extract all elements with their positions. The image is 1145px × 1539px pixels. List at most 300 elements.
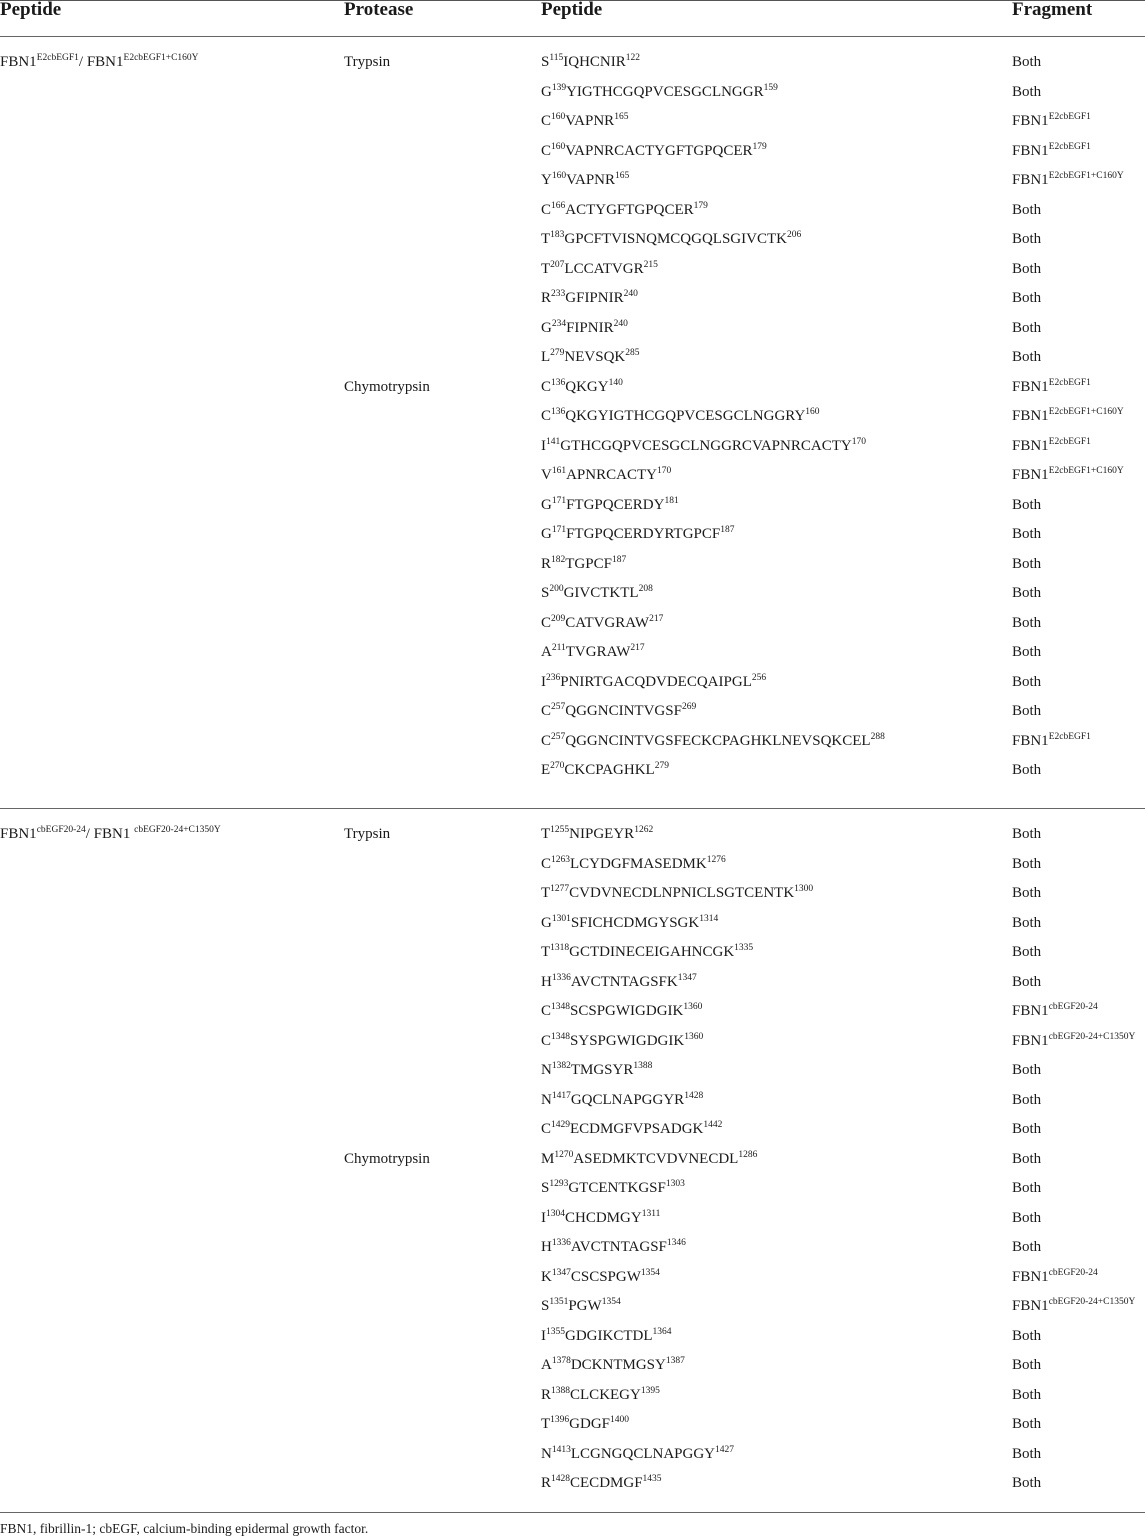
- text-segment: PNIRTGACQDVDECQAIPGL: [560, 673, 752, 690]
- superscript: E2cbEGF1: [1048, 436, 1091, 447]
- text-segment: FBN1: [1012, 408, 1049, 424]
- superscript: 1347: [551, 1267, 571, 1278]
- peptide-sequence: [541, 172, 629, 189]
- text-segment: R: [541, 555, 552, 572]
- superscript: cbEGF20-24+C1350Y: [1048, 1031, 1136, 1042]
- superscript: 171: [551, 495, 567, 506]
- text-segment: Both: [1012, 585, 1042, 601]
- table-row: [0, 113, 1145, 143]
- text-segment: IQHCNIR: [563, 54, 626, 70]
- superscript: 208: [638, 584, 653, 594]
- text-segment: Both: [1012, 944, 1042, 960]
- fragment-value: [1012, 1033, 1135, 1050]
- table-row: [0, 290, 1145, 320]
- table-row: [0, 408, 1145, 438]
- superscript: 256: [751, 672, 767, 683]
- text-segment: Both: [1012, 231, 1042, 247]
- superscript: 1311: [641, 1208, 661, 1219]
- text-segment: GQCLNAPGGYR: [570, 1091, 685, 1108]
- superscript: 279: [654, 761, 669, 771]
- text-segment: FBN1: [1012, 1003, 1049, 1019]
- superscript: 270: [550, 761, 565, 771]
- fragment-value: [1012, 497, 1041, 514]
- table-row: [0, 1269, 1145, 1299]
- text-segment: Both: [1012, 826, 1042, 842]
- table-row: [0, 1151, 1145, 1181]
- text-segment: GCTDINECEIGAHNCGK: [569, 944, 735, 960]
- superscript: 136: [551, 407, 566, 417]
- superscript: 209: [551, 613, 566, 624]
- text-segment: I: [541, 1209, 546, 1226]
- text-segment: S: [541, 1180, 550, 1196]
- superscript: 182: [551, 554, 566, 565]
- superscript: 170: [851, 436, 866, 447]
- superscript: 211: [551, 643, 566, 653]
- table-row: [0, 172, 1145, 202]
- superscript: 1428: [684, 1090, 704, 1101]
- text-segment: Both: [1012, 1445, 1042, 1462]
- text-segment: Both: [1012, 855, 1042, 872]
- text-segment: GPCFTVISNQMCQGQLSGIVCTK: [564, 231, 787, 247]
- superscript: 161: [551, 466, 567, 476]
- table-row: [0, 261, 1145, 291]
- fragment-value: [1012, 703, 1041, 720]
- superscript: 1360: [684, 1031, 704, 1042]
- peptide-sequence: [541, 113, 628, 130]
- superscript: 160: [551, 112, 566, 122]
- peptide-sequence: [541, 1357, 685, 1374]
- peptide-sequence: [541, 1151, 757, 1168]
- superscript: cbEGF20-24+C1350Y: [134, 825, 221, 835]
- superscript: 1336: [551, 972, 571, 983]
- superscript: 1388: [551, 1385, 571, 1396]
- fragment-value: [1012, 826, 1041, 843]
- text-segment: N: [541, 1062, 552, 1078]
- table-row: [0, 1475, 1145, 1505]
- text-segment: Both: [1012, 290, 1042, 306]
- fragment-value: [1012, 915, 1041, 932]
- superscript: 1314: [699, 913, 719, 924]
- text-segment: QKGY: [565, 378, 609, 395]
- peptide-sequence: [541, 1003, 702, 1020]
- superscript: 1347: [677, 972, 697, 983]
- superscript: 1354: [601, 1297, 621, 1307]
- table-row: [0, 467, 1145, 497]
- table-row: [0, 733, 1145, 763]
- superscript: 1286: [738, 1149, 758, 1160]
- superscript: 233: [551, 289, 566, 299]
- superscript: 1417: [551, 1090, 571, 1101]
- peptide-sequence: [541, 1062, 652, 1079]
- fragment-value: [1012, 320, 1041, 337]
- text-segment: Both: [1012, 54, 1042, 70]
- fragment-value: [1012, 202, 1041, 219]
- superscript: 136: [551, 377, 566, 388]
- fragment-value: [1012, 856, 1041, 873]
- superscript: 181: [664, 495, 679, 506]
- fragment-value: [1012, 644, 1041, 661]
- text-segment: LCGNGQCLNAPGGY: [570, 1445, 716, 1462]
- table-row: [0, 1210, 1145, 1240]
- superscript: 200: [549, 584, 564, 594]
- peptide-sequence: [541, 1121, 722, 1138]
- text-segment: FBN1: [1012, 467, 1049, 483]
- text-segment: T: [541, 944, 551, 960]
- superscript: 1301: [551, 913, 571, 924]
- superscript: 1293: [549, 1179, 569, 1189]
- text-segment: N: [541, 1445, 552, 1462]
- superscript: 1387: [665, 1356, 685, 1366]
- fragment-value: [1012, 349, 1041, 366]
- text-segment: Both: [1012, 885, 1042, 901]
- fragment-value: [1012, 556, 1041, 573]
- superscript: 1442: [703, 1120, 723, 1130]
- table-row: [0, 202, 1145, 232]
- superscript: 206: [786, 230, 802, 240]
- text-segment: C: [541, 378, 552, 395]
- superscript: 240: [623, 289, 638, 299]
- text-segment: GFIPNIR: [565, 290, 624, 306]
- peptide-sequence: [541, 1210, 660, 1227]
- text-segment: G: [541, 914, 552, 931]
- fragment-value: [1012, 261, 1041, 278]
- peptide-sequence: [541, 320, 628, 337]
- text-segment: C: [541, 201, 552, 218]
- text-segment: C: [541, 113, 552, 129]
- text-segment: T: [541, 826, 551, 842]
- superscript: 1395: [640, 1385, 660, 1396]
- text-segment: I: [541, 1327, 546, 1344]
- text-segment: NEVSQK: [564, 349, 626, 365]
- table-row: [0, 1298, 1145, 1328]
- table-row: [0, 703, 1145, 733]
- text-segment: ACTYGFTGPQCER: [565, 201, 694, 218]
- text-segment: FBN1: [1012, 113, 1049, 129]
- peptide-sequence: [541, 261, 658, 278]
- superscript: cbEGF20-24: [36, 825, 86, 835]
- peptide-sequence: [541, 467, 671, 484]
- text-segment: S: [541, 54, 550, 70]
- fragment-value: [1012, 1062, 1041, 1079]
- text-segment: C: [541, 614, 552, 631]
- table-row: [0, 526, 1145, 556]
- fragment-value: [1012, 1180, 1041, 1197]
- text-segment: Both: [1012, 555, 1042, 572]
- peptide-sequence: [541, 1033, 703, 1050]
- superscript: 160: [805, 407, 820, 417]
- text-segment: S: [541, 585, 550, 601]
- text-segment: / FBN1: [78, 54, 124, 70]
- table-footnote: FBN1, fibrillin-1; cbEGF, calcium-binding epidermal growth factor.: [0, 1521, 369, 1536]
- superscript: E2cbEGF1: [1048, 731, 1091, 742]
- superscript: 217: [649, 613, 664, 624]
- superscript: 285: [625, 348, 640, 358]
- peptide-sequence: [541, 733, 885, 750]
- superscript: 288: [870, 731, 885, 742]
- superscript: 1400: [610, 1415, 630, 1425]
- fragment-value: [1012, 379, 1091, 396]
- fragment-value: [1012, 113, 1091, 130]
- fragment-value: [1012, 1210, 1041, 1227]
- table-row: [0, 143, 1145, 173]
- superscript: cbEGF20-24: [1048, 1267, 1098, 1278]
- fragment-value: [1012, 231, 1041, 248]
- table-row: [0, 438, 1145, 468]
- text-segment: TVGRAW: [565, 644, 631, 660]
- text-segment: FBN1: [1012, 1032, 1049, 1049]
- table-row: [0, 762, 1145, 792]
- peptide-sequence: [541, 1328, 672, 1345]
- text-segment: Both: [1012, 973, 1042, 990]
- peptide-sequence: [541, 1446, 734, 1463]
- peptide-sequence: [541, 1269, 660, 1286]
- table-row: [0, 1446, 1145, 1476]
- fragment-value: [1012, 1446, 1041, 1463]
- text-segment: CVDVNECDLNPNICLSGTCENTK: [569, 885, 795, 901]
- fragment-value: [1012, 944, 1041, 961]
- text-segment: I: [541, 673, 546, 690]
- superscript: 240: [613, 318, 628, 329]
- peptide-sequence: [541, 1180, 685, 1197]
- table-row: [0, 944, 1145, 974]
- peptide-sequence: [541, 1298, 621, 1315]
- table-row: [0, 1092, 1145, 1122]
- fragment-value: [1012, 408, 1124, 425]
- superscript: 140: [608, 377, 623, 388]
- superscript: 1303: [665, 1179, 685, 1189]
- superscript: E2cbEGF1+C160Y: [123, 53, 199, 63]
- text-segment: R: [541, 1475, 552, 1491]
- superscript: 217: [630, 643, 645, 653]
- text-segment: C: [541, 408, 552, 424]
- text-segment: PGW: [568, 1298, 602, 1314]
- text-segment: QGGNCINTVGSF: [565, 703, 682, 719]
- text-segment: / FBN1: [85, 826, 135, 842]
- superscript: 187: [611, 554, 627, 565]
- superscript: 1300: [794, 884, 814, 894]
- text-segment: Both: [1012, 1357, 1042, 1373]
- peptide-sequence: [541, 762, 669, 779]
- text-segment: FBN1: [1012, 142, 1049, 159]
- superscript: 1348: [551, 1002, 571, 1012]
- text-segment: NIPGEYR: [569, 826, 635, 842]
- text-segment: V: [541, 467, 552, 483]
- superscript: 165: [614, 112, 629, 122]
- text-segment: Both: [1012, 1121, 1042, 1137]
- text-segment: A: [541, 644, 552, 660]
- text-segment: SYSPGWIGDGIK: [570, 1032, 685, 1049]
- text-segment: T: [541, 231, 551, 247]
- table-row: [0, 84, 1145, 114]
- text-segment: APNRCACTY: [566, 467, 657, 483]
- superscript: E2cbEGF1+C160Y: [1048, 171, 1124, 181]
- text-segment: FBN1: [1012, 1268, 1049, 1285]
- superscript: 141: [546, 436, 561, 447]
- fragment-value: [1012, 1328, 1041, 1345]
- table-row: [0, 974, 1145, 1004]
- table-row: [0, 1328, 1145, 1358]
- peptide-sequence: [541, 974, 697, 991]
- superscript: 1435: [642, 1474, 662, 1484]
- text-segment: FBN1: [1012, 172, 1049, 188]
- table-row: [0, 320, 1145, 350]
- fragment-value: [1012, 1387, 1041, 1404]
- peptide-sequence: [541, 379, 623, 396]
- text-segment: N: [541, 1091, 552, 1108]
- superscript: 1335: [734, 943, 754, 953]
- text-segment: FTGPQCERDY: [566, 496, 665, 513]
- table-row: [0, 1416, 1145, 1446]
- table-row: [0, 615, 1145, 645]
- text-segment: YIGTHCGQPVCESGCLNGGR: [566, 83, 764, 100]
- superscript: cbEGF20-24: [1048, 1002, 1098, 1012]
- text-segment: H: [541, 1239, 552, 1255]
- construct-name: [0, 826, 221, 843]
- text-segment: C: [541, 142, 552, 159]
- peptide-sequence: [541, 1239, 686, 1256]
- text-segment: LCYDGFMASEDMK: [570, 855, 707, 872]
- text-segment: ECDMGFVPSADGK: [570, 1121, 704, 1137]
- text-segment: Both: [1012, 1180, 1042, 1196]
- header-protease: Protease: [344, 0, 414, 20]
- text-segment: T: [541, 260, 551, 277]
- text-segment: Both: [1012, 1062, 1042, 1078]
- text-segment: QKGYIGTHCGQPVCESGCLNGGRY: [565, 408, 806, 424]
- table-row: [0, 1033, 1145, 1063]
- superscript: 1277: [550, 884, 570, 894]
- text-segment: Both: [1012, 762, 1042, 778]
- protease-name: Chymotrypsin: [344, 1150, 430, 1167]
- text-segment: C: [541, 732, 552, 749]
- text-segment: AVCTNTAGSF: [570, 1239, 667, 1255]
- text-segment: TMGSYR: [570, 1062, 634, 1078]
- text-segment: G: [541, 319, 552, 336]
- superscript: 1364: [652, 1326, 672, 1337]
- fragment-value: [1012, 1151, 1041, 1168]
- fragment-value: [1012, 585, 1041, 602]
- peptide-sequence: [541, 54, 640, 71]
- fragment-value: [1012, 974, 1041, 991]
- superscript: 160: [551, 171, 567, 181]
- fragment-value: [1012, 1239, 1041, 1256]
- text-segment: Both: [1012, 83, 1042, 100]
- header-fragment: Fragment: [1012, 0, 1093, 20]
- superscript: 1270: [554, 1149, 574, 1160]
- text-segment: M: [541, 1150, 555, 1167]
- fragment-value: [1012, 84, 1041, 101]
- text-segment: H: [541, 973, 552, 990]
- superscript: E2cbEGF1: [1048, 112, 1091, 122]
- superscript: 1348: [551, 1031, 571, 1042]
- peptide-sequence: [541, 703, 696, 720]
- table-row: [0, 497, 1145, 527]
- superscript: 171: [551, 525, 567, 535]
- text-segment: FBN1: [1012, 437, 1049, 454]
- text-segment: Both: [1012, 1150, 1042, 1167]
- protease-name: Chymotrypsin: [344, 378, 430, 395]
- table-row: [0, 54, 1145, 84]
- text-segment: L: [541, 349, 551, 365]
- peptide-sequence: [541, 856, 726, 873]
- superscript: 1378: [551, 1356, 571, 1366]
- fragment-value: [1012, 1003, 1098, 1020]
- text-segment: Both: [1012, 319, 1042, 336]
- text-segment: Both: [1012, 1386, 1042, 1403]
- superscript: 234: [551, 318, 567, 329]
- text-segment: G: [541, 496, 552, 513]
- superscript: 1351: [549, 1297, 569, 1307]
- superscript: 1360: [683, 1002, 703, 1012]
- superscript: 269: [681, 702, 697, 712]
- peptide-sequence: [541, 349, 640, 366]
- peptide-sequence: [541, 615, 663, 632]
- superscript: 1346: [666, 1238, 686, 1248]
- text-segment: Both: [1012, 644, 1042, 660]
- table-row: [0, 826, 1145, 856]
- text-segment: FBN1: [1012, 732, 1049, 749]
- peptide-sequence: [541, 915, 718, 932]
- peptide-sequence: [541, 556, 626, 573]
- text-segment: Both: [1012, 673, 1042, 690]
- superscript: 159: [763, 82, 778, 93]
- text-segment: FIPNIR: [566, 319, 614, 336]
- superscript: 215: [643, 259, 658, 270]
- superscript: 1396: [550, 1415, 570, 1425]
- table-row: [0, 856, 1145, 886]
- peptide-sequence: [541, 290, 638, 307]
- peptide-sequence: [541, 826, 653, 843]
- text-segment: CLCKEGY: [570, 1386, 641, 1403]
- superscript: 236: [546, 672, 561, 683]
- table-row: [0, 1357, 1145, 1387]
- peptide-sequence: [541, 885, 813, 902]
- table-row: [0, 349, 1145, 379]
- text-segment: Both: [1012, 614, 1042, 631]
- group-divider-rule: [0, 808, 1145, 809]
- text-segment: ASEDMKTCVDVNECDL: [573, 1150, 739, 1167]
- fragment-value: [1012, 733, 1091, 750]
- table-row: [0, 1180, 1145, 1210]
- header-peptide-group: Peptide: [0, 0, 62, 20]
- text-segment: C: [541, 1032, 552, 1049]
- superscript: 1355: [546, 1326, 565, 1337]
- text-segment: GTCENTKGSF: [568, 1180, 666, 1196]
- text-segment: Both: [1012, 914, 1042, 931]
- construct-name: [0, 54, 199, 71]
- fragment-value: [1012, 1269, 1098, 1286]
- superscript: 1263: [551, 854, 571, 865]
- text-segment: Both: [1012, 1475, 1042, 1491]
- table-row: [0, 556, 1145, 586]
- table-row: [0, 1239, 1145, 1269]
- protease-name: Trypsin: [344, 826, 391, 842]
- table-row: [0, 1387, 1145, 1417]
- table-row: [0, 644, 1145, 674]
- text-segment: AVCTNTAGSFK: [570, 973, 678, 990]
- header-rule: [0, 36, 1145, 37]
- text-segment: R: [541, 290, 552, 306]
- superscript: 1354: [640, 1267, 660, 1278]
- fragment-value: [1012, 615, 1041, 632]
- text-segment: Both: [1012, 1209, 1042, 1226]
- superscript: 166: [551, 200, 566, 211]
- superscript: 1429: [551, 1120, 571, 1130]
- superscript: E2cbEGF1: [1048, 377, 1091, 388]
- superscript: E2cbEGF1+C160Y: [1048, 466, 1124, 476]
- peptide-sequence: [541, 944, 753, 961]
- text-segment: Both: [1012, 349, 1042, 365]
- superscript: E2cbEGF1: [1048, 141, 1091, 152]
